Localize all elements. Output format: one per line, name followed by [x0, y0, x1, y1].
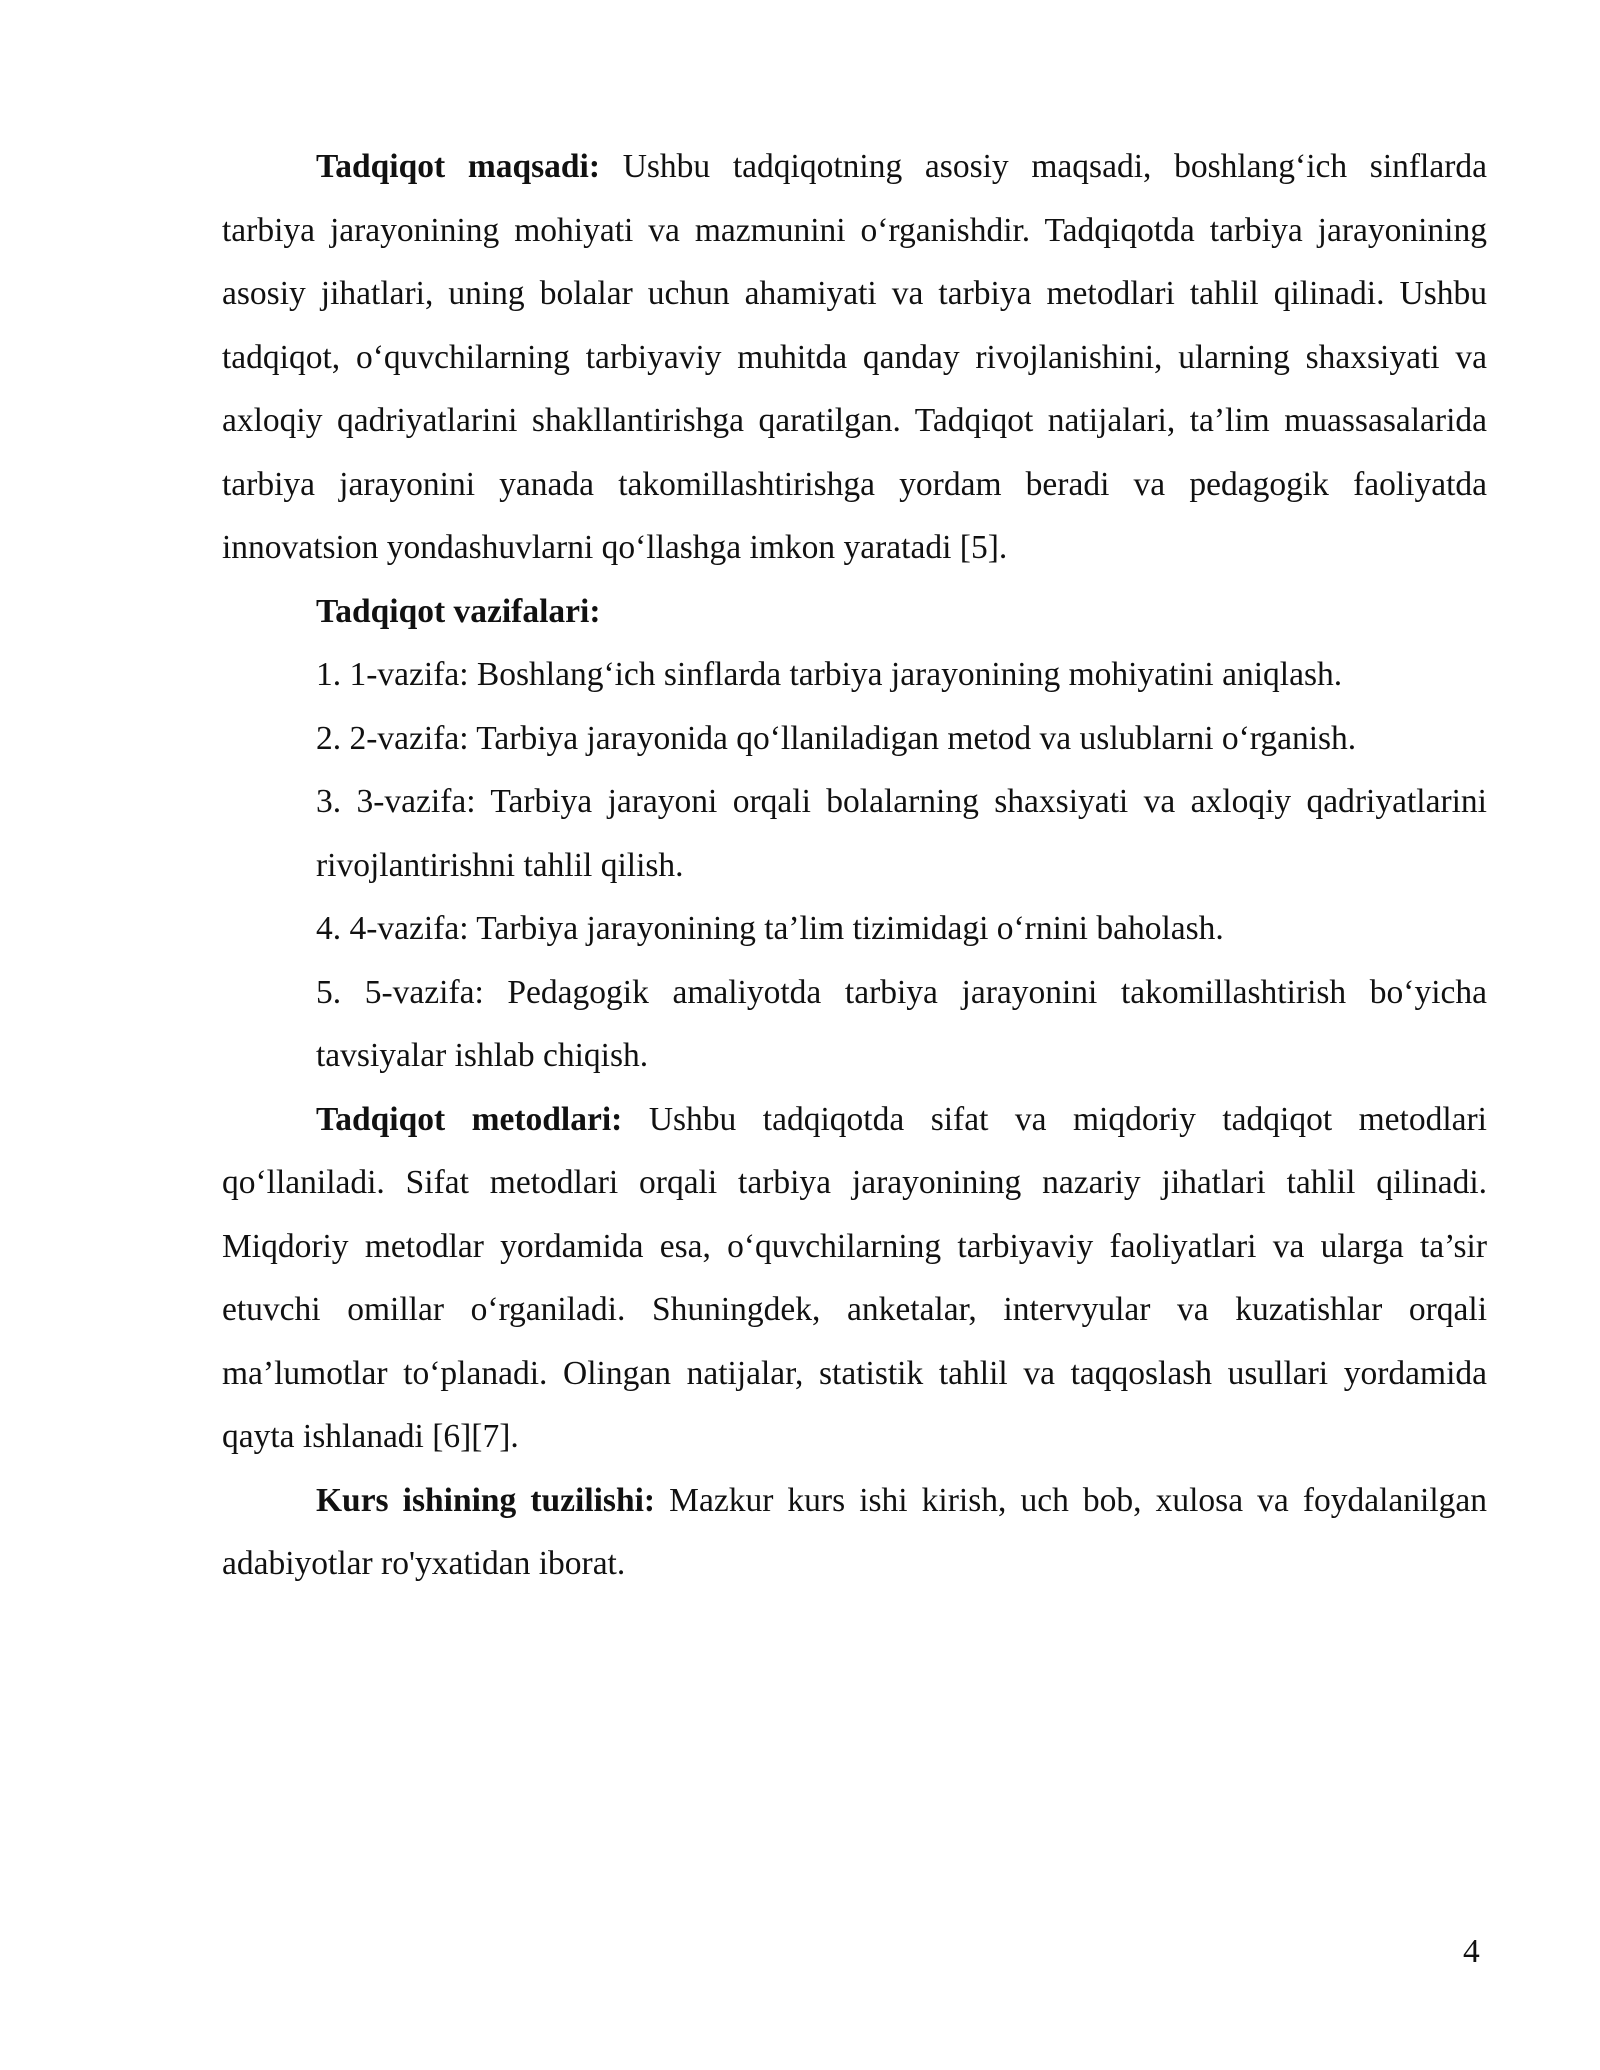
- structure-paragraph: [222, 1469, 1487, 1596]
- task-item-5: 5. 5-vazifa: Pedagogik amaliyotda tarbiya jarayonini takomillashtirish bo‘yicha tavsiyalar ishlab chiqish.: [316, 973, 1487, 1074]
- structure-text: Mazkur kurs ishi kirish, uch bob, xulosa va foydalanilgan adabiyotlar ro'yxatidan iborat.: [222, 1481, 1488, 1582]
- purpose-text: Ushbu tadqiqotning asosiy maqsadi, boshlang‘ich sinflarda tarbiya jarayonining mohiyati va mazmunini o‘rganishdir. Tadqiqotda tarbiya jarayonining asosiy jihatlari, uning bolalar uchun ahamiyati va tarbiya metodlari tahlil qilinadi. Ushbu tadqiqot, o‘quvchilarning tarbiyaviy muhitda qanday rivojlanishini, ularning shaxsiyati va axloqiy qadriyatlarini shakllantirishga qaratilgan. Tadqiqot natijalari, ta’lim muassasalarida tarbiya jarayonini yanada takomillashtirishga yordam beradi va pedagogik faoliyatda innovatsion yondashuvlarni qo‘llashga imkon yaratadi [5].: [222, 148, 1488, 566]
- task-item-2: 2. 2-vazifa: Tarbiya jarayonida qo‘llaniladigan metod va uslublarni o‘rganish.: [316, 719, 1357, 757]
- purpose-paragraph: [222, 135, 1487, 580]
- methods-heading: Tadqiqot metodlari:: [316, 1100, 623, 1138]
- task-item-3: 3. 3-vazifa: Tarbiya jarayoni orqali bolalarning shaxsiyati va axloqiy qadriyatlarini rivojlantirishni tahlil qilish.: [316, 783, 1487, 884]
- tasks-heading: Tadqiqot vazifalari:: [316, 592, 601, 630]
- structure-heading: Kurs ishining tuzilishi:: [316, 1481, 656, 1519]
- methods-text: Ushbu tadqiqotda sifat va miqdoriy tadqiqot metodlari qo‘llaniladi. Sifat metodlari orqali tarbiya jarayonining nazariy jihatlari tahlil qilinadi. Miqdoriy metodlar yordamida esa, o‘quvchilarning tarbiyaviy faoliyatlari va ularga ta’sir etuvchi omillar o‘rganiladi. Shuningdek, anketalar, intervyular va kuzatishlar orqali ma’lumotlar to‘planadi. Olingan natijalar, statistik tahlil va taqqoslash usullari yordamida qayta ishlanadi [6][7].: [222, 1100, 1487, 1455]
- methods-paragraph: [222, 1088, 1487, 1469]
- purpose-heading: Tadqiqot maqsadi:: [316, 148, 600, 185]
- task-item-4: 4. 4-vazifa: Tarbiya jarayonining ta’lim tizimidagi o‘rnini baholash.: [316, 910, 1224, 947]
- document-page: [222, 135, 1487, 1596]
- page-number: 4: [1463, 1933, 1480, 1970]
- tasks-heading-paragraph: [222, 580, 1487, 644]
- task-item-1: 1. 1-vazifa: Boshlang‘ich sinflarda tarbiya jarayonining mohiyatini aniqlash.: [316, 656, 1343, 693]
